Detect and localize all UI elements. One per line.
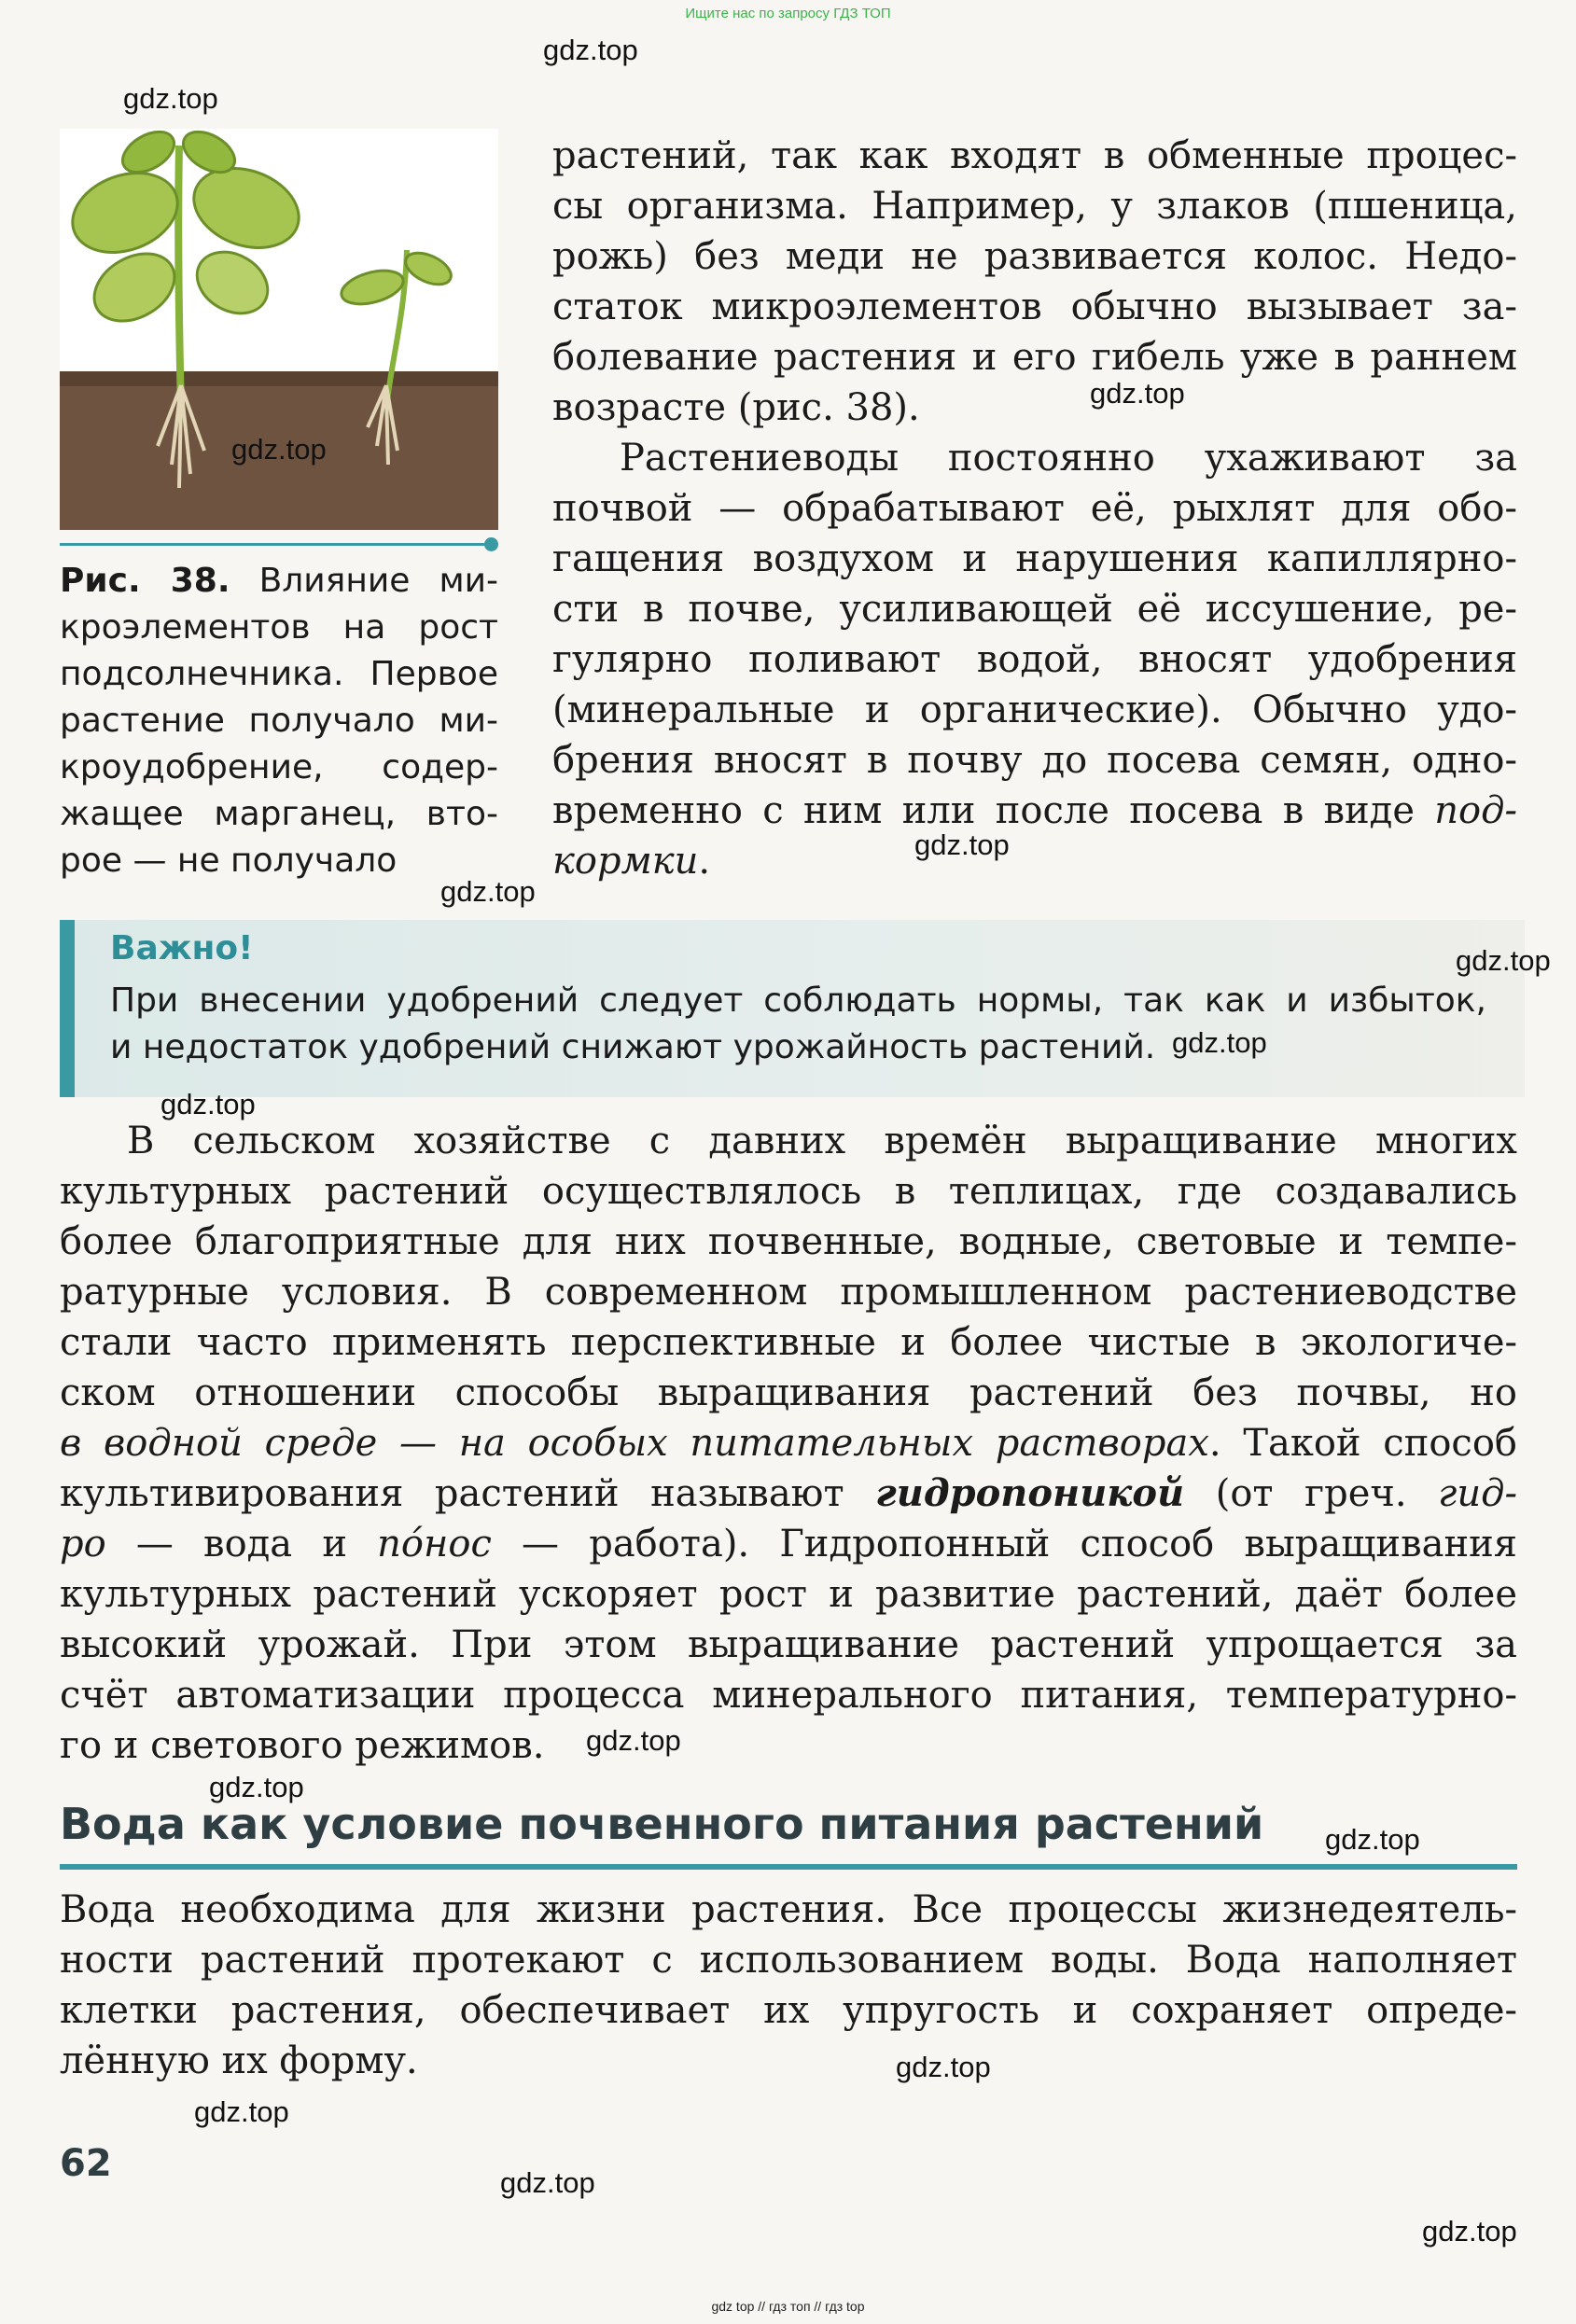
text-line: ратурные условия. В современном промышленном растениеводстве xyxy=(60,1271,1517,1314)
important-title: Важно! xyxy=(110,929,254,967)
caption-line: растение получало ми- xyxy=(60,702,498,740)
text-line: сти в почве, усиливающей её иссушение, ре- xyxy=(552,588,1517,631)
figure-caption xyxy=(60,558,498,884)
watermark: gdz.top xyxy=(1456,944,1551,977)
important-line: При внесении удобрений следует соблюдать нормы, так как и избыток, xyxy=(110,981,1486,1020)
caption-line: подсолнечника. Первое xyxy=(60,655,498,693)
watermark: gdz.top xyxy=(123,82,218,115)
text-line: гулярно поливают водой, вносят удобрения xyxy=(552,638,1517,681)
important-box xyxy=(60,920,1525,1097)
text-line: Вода необходима для жизни растения. Все процессы жизнедеятель- xyxy=(60,1888,1517,1931)
text-line: болевание растения и его гибель уже в раннем xyxy=(552,336,1517,379)
section-rule xyxy=(60,1864,1517,1870)
text-line: культурных растений осуществлялось в теплицах, где создавались xyxy=(60,1170,1517,1213)
text-line: ском отношении способы выращивания растений без почвы, но xyxy=(60,1371,1517,1414)
text-line: ро — вода и по́нос — работа). Гидропонный способ выращивания xyxy=(60,1523,1517,1566)
important-line: и недостаток удобрений снижают урожайность растений. xyxy=(110,1028,1156,1066)
watermark: gdz.top xyxy=(543,34,638,66)
watermark: gdz.top xyxy=(1325,1823,1420,1856)
text-line: лённую их форму. xyxy=(60,2039,418,2082)
text-line: почвой — обрабатывают её, рыхлят для обо- xyxy=(552,487,1517,530)
figure-rule-dot xyxy=(484,537,498,551)
watermark: gdz.top xyxy=(586,1724,681,1757)
text-line: статок микроэлементов обычно вызывает за- xyxy=(552,285,1517,328)
caption-line: Рис. 38. Влияние ми- xyxy=(60,562,498,600)
watermark: gdz.top xyxy=(194,2095,289,2128)
important-accent-bar xyxy=(60,920,75,1097)
header-note: Ищите нас по запросу ГДЗ ТОП xyxy=(685,6,891,21)
watermark: gdz.top xyxy=(440,875,536,908)
watermark: gdz.top xyxy=(914,828,1010,861)
text-line: культивирования растений называют гидропоникой (от греч. гид- xyxy=(60,1471,1517,1515)
page-number: 62 xyxy=(60,2142,112,2185)
text-line: культурных растений ускоряет рост и развитие растений, даёт более xyxy=(60,1573,1517,1616)
term-podkormki-part2: кормки xyxy=(552,840,699,883)
text-line: возрасте (рис. 38). xyxy=(552,386,920,429)
text-line: В сельском хозяйстве с давних времён выращивание многих xyxy=(127,1120,1517,1162)
term-podkormki-part1: под- xyxy=(1434,789,1517,832)
watermark: gdz.top xyxy=(896,2051,991,2083)
caption-line: кроудобрение, содер- xyxy=(60,748,498,786)
watermark: gdz.top xyxy=(1090,377,1185,410)
text-line: (минеральные и органические). Обычно удо- xyxy=(552,689,1517,731)
caption-line: жащее марганец, вто- xyxy=(60,795,498,833)
text-line: сы организма. Например, у злаков (пшеница, xyxy=(552,185,1517,228)
text-line: рожь) без меди не развивается колос. Недо- xyxy=(552,235,1517,278)
text-line: высокий урожай. При этом выращивание растений упрощается за xyxy=(60,1623,1517,1666)
text-line: ности растений протекают с использованием воды. Вода наполняет xyxy=(60,1939,1517,1982)
text-line: временно с ним или после посева в виде под- xyxy=(552,789,1517,832)
watermark: gdz.top xyxy=(231,433,327,466)
figure-sunflower-plants xyxy=(60,129,498,530)
water-paragraph xyxy=(60,1885,1517,2086)
section-title: Вода как условие почвенного питания растений xyxy=(60,1799,1264,1849)
text-line: брения вносят в почву до посева семян, одно- xyxy=(552,739,1517,782)
text-line: счёт автоматизации процесса минерального питания, температурно- xyxy=(60,1674,1517,1717)
watermark: gdz.top xyxy=(160,1088,256,1120)
text-line: кормки. xyxy=(552,840,711,883)
sunflower-illustration xyxy=(60,129,498,530)
caption-line: рое — не получало xyxy=(60,842,397,880)
important-text xyxy=(110,978,1486,1071)
text-line: гащения воздухом и нарушения капиллярно- xyxy=(552,537,1517,580)
right-column-text xyxy=(552,131,1517,886)
text-line: растений, так как входят в обменные процес- xyxy=(552,134,1517,177)
caption-line: кроэлементов на рост xyxy=(60,608,498,647)
text-line: клетки растения, обеспечивает их упругость и сохраняет опреде- xyxy=(60,1989,1517,2032)
watermark: gdz.top xyxy=(500,2166,595,2199)
hydroponics-paragraph xyxy=(60,1116,1517,1771)
footer-note: gdz top // гдз топ // гдз top xyxy=(711,2299,865,2314)
watermark: gdz.top xyxy=(1172,1026,1267,1059)
figure-rule xyxy=(60,543,491,546)
text-line: го и светового режимов. xyxy=(60,1724,545,1767)
term-hydroponics: гидропоникой xyxy=(875,1471,1185,1515)
text-line: стали часто применять перспективные и более чистые в экологиче- xyxy=(60,1321,1517,1364)
text-line: в водной среде — на особых питательных растворах. Такой способ xyxy=(60,1422,1518,1465)
text-line: более благоприятные для них почвенные, водные, световые и темпе- xyxy=(60,1220,1517,1263)
italic-phrase: в водной среде — на особых питательных растворах xyxy=(60,1422,1209,1465)
watermark: gdz.top xyxy=(1422,2215,1517,2247)
text-line: Растениеводы постоянно ухаживают за xyxy=(620,437,1517,480)
watermark: gdz.top xyxy=(209,1771,304,1803)
caption-label: Рис. 38. xyxy=(60,562,230,600)
